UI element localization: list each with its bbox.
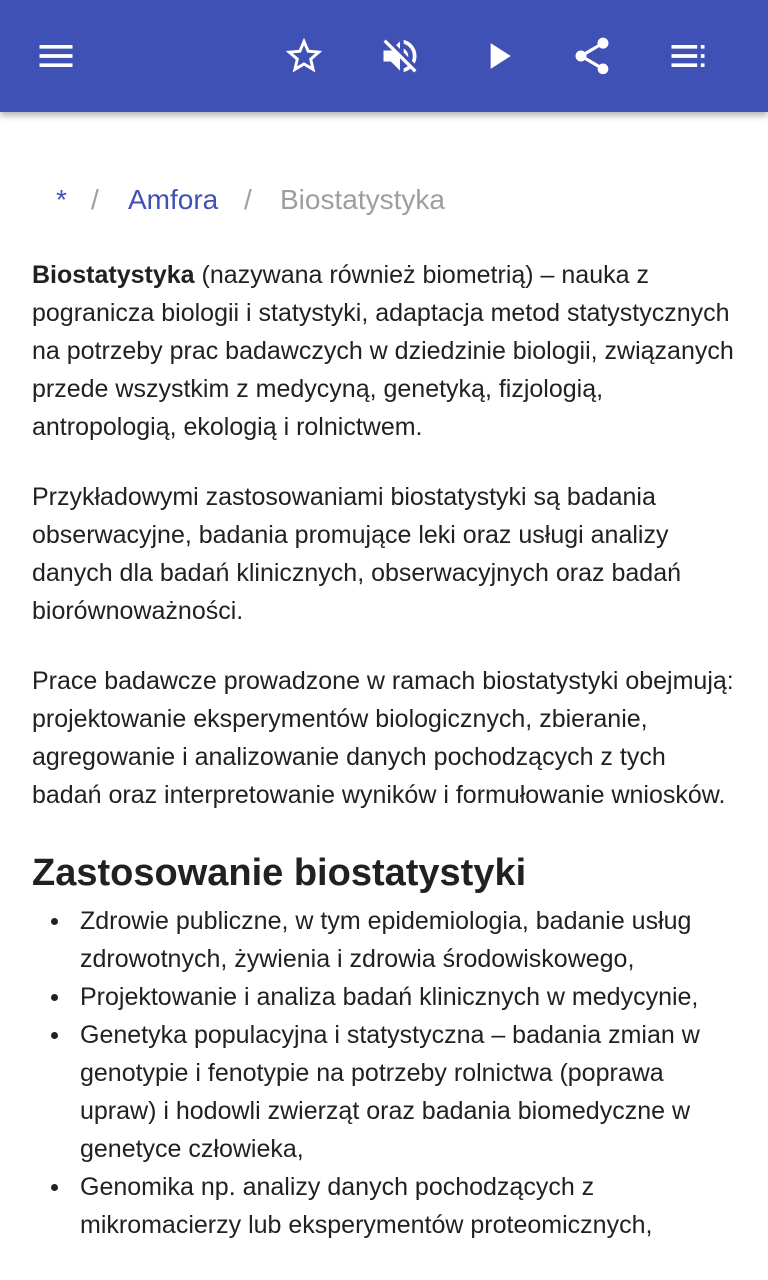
volume-off-icon[interactable] xyxy=(372,28,428,84)
bullet-icon xyxy=(51,1032,58,1039)
playlist-icon[interactable] xyxy=(660,28,716,84)
list-item xyxy=(80,902,736,978)
section-heading: Zastosowanie biostatystyki xyxy=(32,852,527,894)
breadcrumb-parent-link[interactable]: Amfora xyxy=(128,184,219,215)
content-area xyxy=(0,112,768,1280)
list-item-text: Zdrowie publiczne, w tym epidemiologia, badanie usług zdrowotnych, żywienia i zdrowia środowiskowego, xyxy=(80,907,692,973)
bullet-icon xyxy=(51,1184,58,1191)
breadcrumb-separator: / xyxy=(244,184,252,215)
star-icon[interactable] xyxy=(276,28,332,84)
play-icon[interactable] xyxy=(470,28,526,84)
breadcrumb-separator: / xyxy=(91,184,99,215)
list-item-text: Genomika np. analizy danych pochodzących z mikromacierzy lub eksperymentów proteomicznych, xyxy=(80,1173,653,1239)
paragraph-research: Prace badawcze prowadzone w ramach biostatystyki obejmują: projektowanie eksperymentów biologicznych, zbieranie, agregowanie i analizowanie danych pochodzących z tych badań oraz interpretowanie wyników i formułowanie wniosków. xyxy=(32,667,734,809)
intro-paragraph xyxy=(32,256,736,446)
paragraph-examples: Przykładowymi zastosowaniami biostatystyki są badania obserwacyjne, badania promujące leki oraz usługi analizy danych dla badań klinicznych, obserwacyjnych oraz badań biorównoważności. xyxy=(32,483,681,625)
applications-list xyxy=(32,902,736,1244)
list-item xyxy=(80,1016,736,1168)
bullet-icon xyxy=(51,994,58,1001)
menu-icon[interactable] xyxy=(28,28,84,84)
breadcrumb xyxy=(0,182,768,218)
article-title-term: Biostatystyka xyxy=(32,261,195,289)
app-bar xyxy=(0,0,768,112)
list-item xyxy=(80,978,736,1016)
intro-text: (nazywana również biometrią) – nauka z pogranicza biologii i statystyki, adaptacja metod statystycznych na potrzeby prac badawczych w dziedzinie biologii, związanych przede wszystkim z medycyną, genetyką, fizjologią, antropologią, ekologią i rolnictwem. xyxy=(32,261,734,441)
share-icon[interactable] xyxy=(564,28,620,84)
list-item-text: Projektowanie i analiza badań klinicznych w medycynie, xyxy=(80,983,699,1011)
list-item xyxy=(80,1168,736,1244)
breadcrumb-current: Biostatystyka xyxy=(280,184,445,215)
article-body xyxy=(32,256,736,1244)
list-item-text: Genetyka populacyjna i statystyczna – badania zmian w genotypie i fenotypie na potrzeby rolnictwa (poprawa upraw) i hodowli zwierząt oraz badania biomedyczne w genetyce człowieka, xyxy=(80,1021,700,1163)
breadcrumb-home-link[interactable]: * xyxy=(56,184,67,215)
bullet-icon xyxy=(51,918,58,925)
